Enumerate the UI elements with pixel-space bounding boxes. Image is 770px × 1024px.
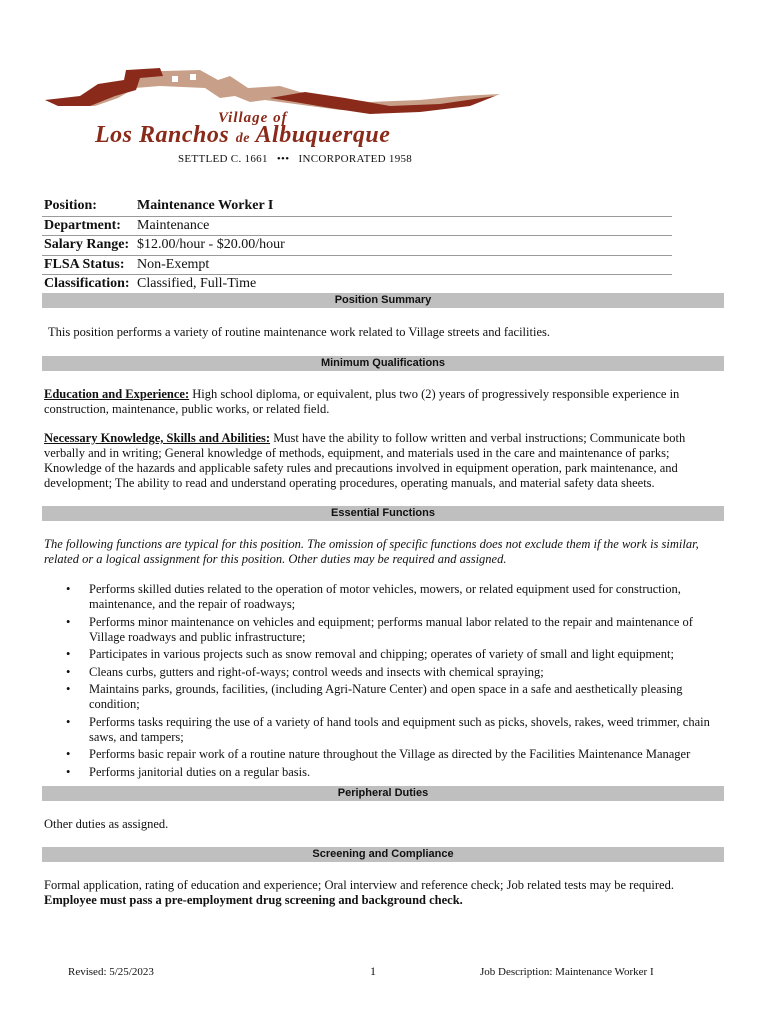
info-row-department — [42, 217, 672, 237]
logo-settled: SETTLED C. 1661 — [178, 153, 268, 165]
bullet-icon: • — [66, 582, 71, 596]
info-row-salary — [42, 236, 672, 256]
flsa-value: Non-Exempt — [137, 256, 210, 272]
footer-job-description: Job Description: Maintenance Worker I — [480, 966, 654, 978]
list-item — [44, 582, 724, 612]
logo-separator: ••• — [276, 153, 290, 165]
bullet-icon: • — [66, 664, 71, 679]
essential-intro: The following functions are typical for this position. The omission of specific functions does not exclude them if the work is similar, related or a logical assignment for this position. Other duties may be required and assigned. — [44, 537, 699, 566]
position-summary-header: Position Summary — [42, 293, 724, 308]
salary-value: $12.00/hour - $20.00/hour — [137, 237, 285, 252]
department-label: Department: — [44, 217, 121, 233]
bullet-icon: • — [66, 764, 71, 779]
function-text: Cleans curbs, gutters and right-of-ways; control weeds and insects with chemical spraying; — [89, 664, 544, 679]
education-lead: Education and Experience: — [44, 387, 190, 401]
info-row-position — [42, 197, 672, 217]
bullet-icon: • — [66, 614, 71, 629]
position-label: Position: — [44, 198, 97, 213]
list-item — [44, 615, 724, 645]
classification-value: Classified, Full-Time — [137, 276, 257, 291]
department-value: Maintenance — [137, 217, 210, 233]
classification-label: Classification: — [44, 276, 130, 291]
essential-functions-header: Essential Functions — [42, 506, 724, 521]
bullet-icon: • — [66, 714, 71, 729]
logo-title-b: Albuquerque — [255, 122, 391, 148]
screening-compliance-header: Screening and Compliance — [42, 847, 724, 862]
screening-text: Formal application, rating of education and experience; Oral interview and reference check; Job related tests may be required. — [44, 878, 674, 892]
function-text: Participates in various projects such as snow removal and chipping; operates of variety of small and light equipment; — [89, 647, 674, 661]
list-item — [44, 682, 724, 712]
info-row-classification — [42, 275, 672, 295]
list-item — [44, 715, 724, 745]
knowledge-text: Must have the ability to follow written and verbal instructions; Communicate both verbally and in writing; General knowledge of methods, equipment, and materials used in the care and maintenance of parks; Knowledge of the hazards and applicable safety rules and precautions involved in equipment operation, park maintenance, and development; The ability to read and understand operating procedures, operating manuals, and material safety data sheets. — [44, 431, 686, 490]
function-text: Performs janitorial duties on a regular basis. — [89, 764, 311, 779]
job-info-table — [42, 197, 672, 295]
screening-bold-text: Employee must pass a pre-employment drug screening and background check. — [44, 893, 463, 907]
list-item — [44, 765, 724, 780]
peripheral-duties-header: Peripheral Duties — [42, 786, 724, 801]
list-item — [44, 665, 724, 680]
list-item — [44, 747, 724, 762]
knowledge-lead: Necessary Knowledge, Skills and Abilities: — [44, 431, 271, 445]
village-logo — [40, 62, 510, 172]
bullet-icon: • — [66, 647, 71, 661]
position-value: Maintenance Worker I — [137, 198, 274, 213]
flsa-label: FLSA Status: — [44, 256, 125, 272]
function-text: Performs tasks requiring the use of a variety of hand tools and equipment such as picks, shovels, rakes, weed trimmer, chain saws, and tampers; — [89, 714, 710, 744]
logo-title-a: Los Ranchos — [95, 122, 230, 148]
peripheral-duties-text: Other duties as assigned. — [44, 817, 169, 831]
logo-village-of: Village of — [218, 110, 288, 126]
logo-title — [95, 122, 390, 149]
bullet-icon: • — [66, 682, 71, 696]
footer-page-number: 1 — [370, 964, 376, 978]
footer-revised: Revised: 5/25/2023 — [68, 966, 154, 978]
education-text: High school diploma, or equivalent, plus two (2) years of progressively responsible experience in construction, maintenance, public works, or related field. — [44, 387, 680, 416]
list-item — [44, 647, 724, 662]
essential-functions-list — [44, 582, 724, 782]
bullet-icon: • — [66, 747, 71, 761]
minimum-qualifications-header: Minimum Qualifications — [42, 356, 724, 371]
function-text: Performs basic repair work of a routine nature throughout the Village as directed by the Facilities Maintenance Manager — [89, 747, 691, 761]
salary-label: Salary Range: — [44, 237, 130, 252]
info-row-flsa — [42, 256, 672, 276]
education-paragraph — [44, 387, 724, 417]
position-summary-text: This position performs a variety of routine maintenance work related to Village streets and facilities. — [48, 325, 550, 339]
function-text: Maintains parks, grounds, facilities, (including Agri-Nature Center) and open space in a safe and aesthetically pleasing condition; — [89, 682, 683, 711]
knowledge-paragraph — [44, 431, 724, 491]
function-text: Performs skilled duties related to the operation of motor vehicles, mowers, or related equipment used for construction, maintenance, and the repair of roadways; — [89, 582, 681, 611]
function-text: Performs minor maintenance on vehicles and equipment; performs manual labor related to the repair and maintenance of Village roadways and public infrastructure; — [89, 614, 693, 644]
logo-title-de: de — [235, 131, 250, 146]
logo-incorporated: INCORPORATED 1958 — [298, 153, 413, 165]
logo-tagline — [178, 153, 412, 165]
